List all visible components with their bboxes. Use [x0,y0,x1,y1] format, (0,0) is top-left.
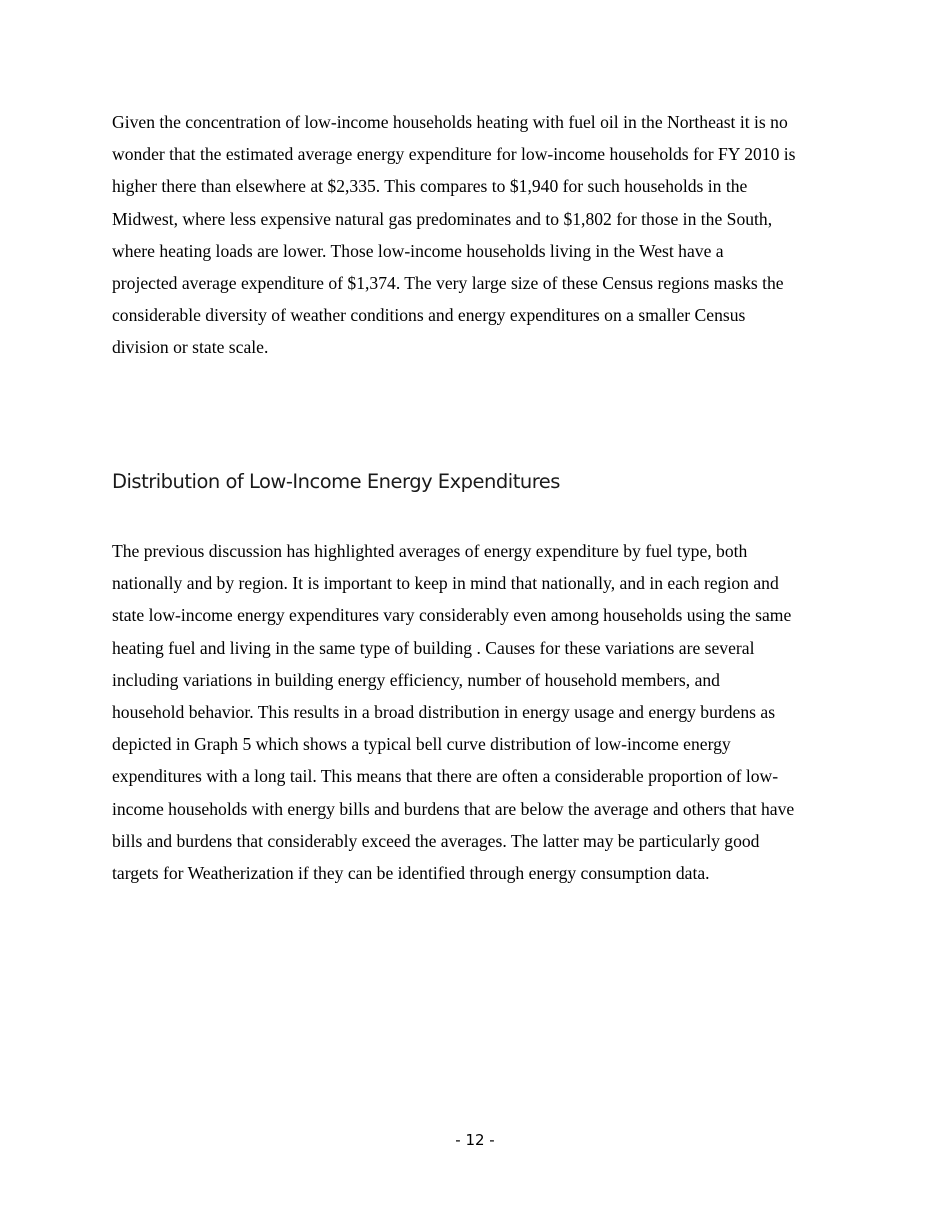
section-heading: Distribution of Low-Income Energy Expenditures [112,470,560,493]
paragraph-regional-expenditures [112,106,840,364]
text-line: projected average expenditure of $1,374. The very large size of these Census regions masks the [112,273,784,294]
text-line: heating fuel and living in the same type of building . Causes for these variations are several [112,637,755,658]
text-line: nationally and by region. It is important to keep in mind that nationally, and in each region and [112,573,779,594]
text-line: division or state scale. [112,337,269,358]
text-line: expenditures with a long tail. This means that there are often a considerable proportion of low- [112,766,779,787]
text-line: including variations in building energy efficiency, number of household members, and [112,669,720,690]
text-line: bills and burdens that considerably exceed the averages. The latter may be particularly good [112,830,760,851]
text-line: higher there than elsewhere at $2,335. This compares to $1,940 for such households in the [112,176,748,197]
text-line: depicted in Graph 5 which shows a typical bell curve distribution of low-income energy [112,734,731,755]
text-line: The previous discussion has highlighted averages of energy expenditure by fuel type, both [112,541,748,561]
text-line: Midwest, where less expensive natural gas predominates and to $1,802 for those in the South, [112,208,773,229]
text-line: state low-income energy expenditures vary considerably even among households using the same [112,605,792,626]
paragraph-expenditure-distribution [112,535,840,889]
text-line: considerable diversity of weather conditions and energy expenditures on a smaller Census [112,305,746,326]
text-line: where heating loads are lower. Those low-income households living in the West have a [112,240,724,261]
text-line: household behavior. This results in a broad distribution in energy usage and energy burdens as [112,702,776,723]
page-number: - 12 - [455,1131,495,1149]
text-line: wonder that the estimated average energy expenditure for low-income households for FY 2010 is [112,144,796,165]
text-line: income households with energy bills and burdens that are below the average and others that have [112,798,795,819]
text-line: targets for Weatherization if they can be identified through energy consumption data. [112,863,710,884]
text-line: Given the concentration of low-income households heating with fuel oil in the Northeast it is no [112,112,788,132]
